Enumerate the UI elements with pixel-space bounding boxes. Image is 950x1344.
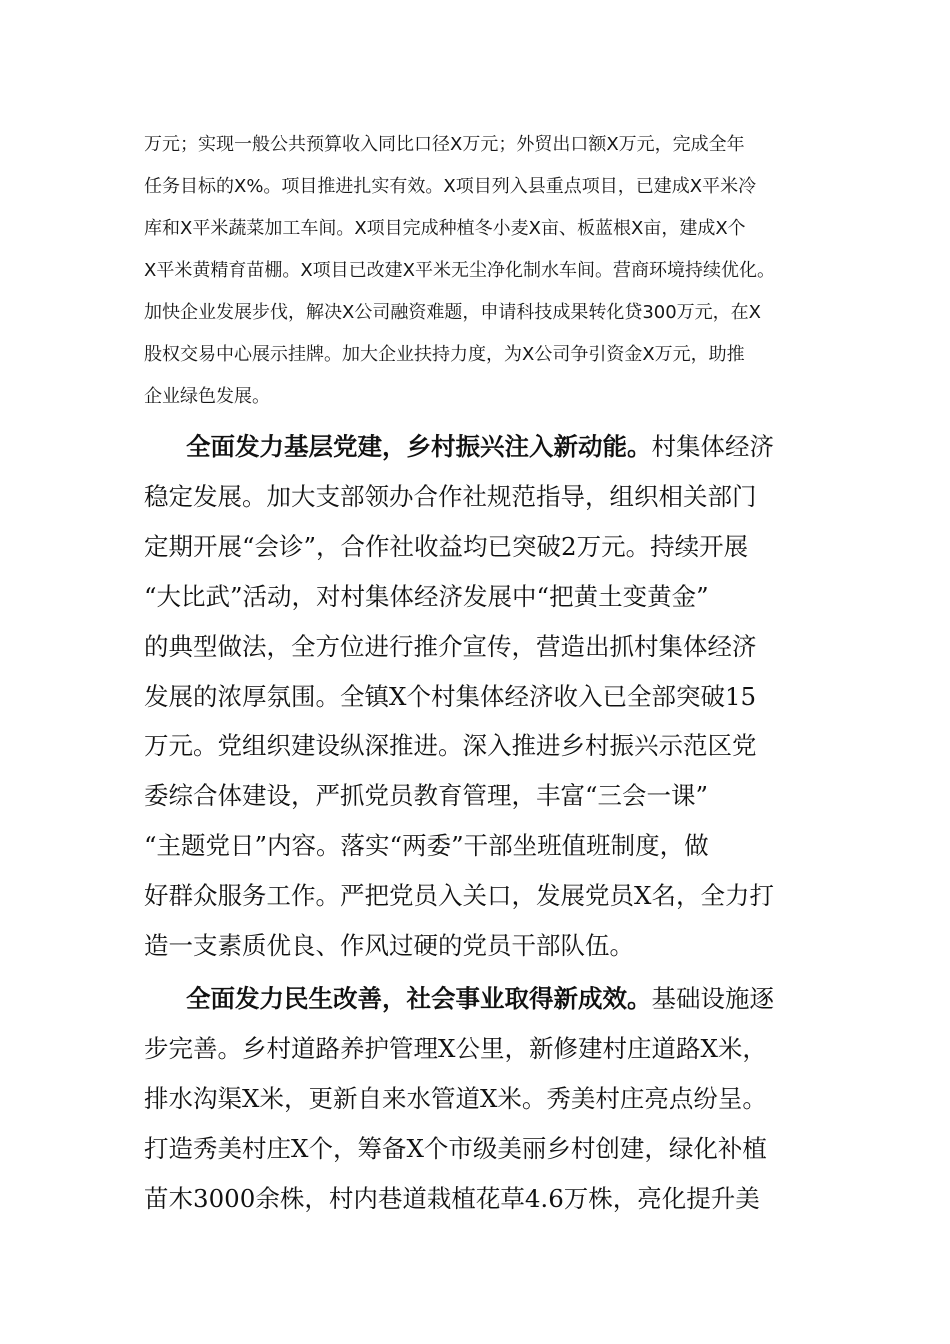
section-heading: 全面发力民生改善，社会事业取得新成效。 bbox=[186, 984, 652, 1013]
section-line: 万元。党组织建设纵深推进。深入推进乡村振兴示范区党 bbox=[144, 731, 757, 760]
section-line: “主题党日”内容。落实“两委”干部坐班值班制度，做 bbox=[144, 831, 709, 860]
section-line: 造一支素质优良、作风过硬的党员干部队伍。 bbox=[144, 931, 634, 960]
section-line: 好群众服务工作。严把党员入关口，发展党员X名，全力打 bbox=[144, 881, 774, 910]
section-heading: 全面发力基层党建，乡村振兴注入新动能。 bbox=[186, 432, 652, 461]
intro-line: 任务目标的X%。项目推进扎实有效。X项目列入县重点项目，已建成X平米冷 bbox=[144, 176, 757, 197]
section-line: 委综合体建设，严抓党员教育管理，丰富“三会一课” bbox=[144, 781, 709, 810]
section-line: “大比武”活动，对村集体经济发展中“把黄土变黄金” bbox=[144, 582, 709, 611]
section-first-line bbox=[186, 430, 774, 464]
intro-line: 库和X平米蔬菜加工车间。X项目完成种植冬小麦X亩、板蓝根X亩，建成X个 bbox=[144, 218, 746, 239]
intro-line: 企业绿色发展。 bbox=[144, 386, 270, 407]
intro-line: 加快企业发展步伐，解决X公司融资难题，申请科技成果转化贷300万元，在X bbox=[144, 302, 762, 323]
section-line: 排水沟渠X米，更新自来水管道X米。秀美村庄亮点纷呈。 bbox=[144, 1084, 767, 1113]
section-line: 稳定发展。加大支部领办合作社规范指导，组织相关部门 bbox=[144, 482, 757, 511]
section-line: 苗木3000余株，村内巷道栽植花草4.6万株，亮化提升美 bbox=[144, 1184, 760, 1213]
intro-line: 万元；实现一般公共预算收入同比口径X万元；外贸出口额X万元，完成全年 bbox=[144, 134, 745, 155]
section-line: 的典型做法，全方位进行推介宣传，营造出抓村集体经济 bbox=[144, 632, 757, 661]
intro-line: 股权交易中心展示挂牌。加大企业扶持力度，为X公司争引资金X万元，助推 bbox=[144, 344, 745, 365]
section-line: 定期开展“会诊”，合作社收益均已突破2万元。持续开展 bbox=[144, 532, 749, 561]
section-line: 发展的浓厚氛围。全镇X个村集体经济收入已全部突破15 bbox=[144, 682, 757, 711]
section-line: 打造秀美村庄X个，筹备X个市级美丽乡村创建，绿化补植 bbox=[144, 1134, 767, 1163]
section-text: 村集体经济 bbox=[651, 432, 774, 461]
section-line: 步完善。乡村道路养护管理X公里，新修建村庄道路X米， bbox=[144, 1034, 767, 1063]
section-text: 基础设施逐 bbox=[651, 984, 774, 1013]
section-first-line bbox=[186, 982, 774, 1016]
intro-line: X平米黄精育苗棚。X项目已改建X平米无尘净化制水车间。营商环境持续优化。 bbox=[144, 260, 775, 281]
